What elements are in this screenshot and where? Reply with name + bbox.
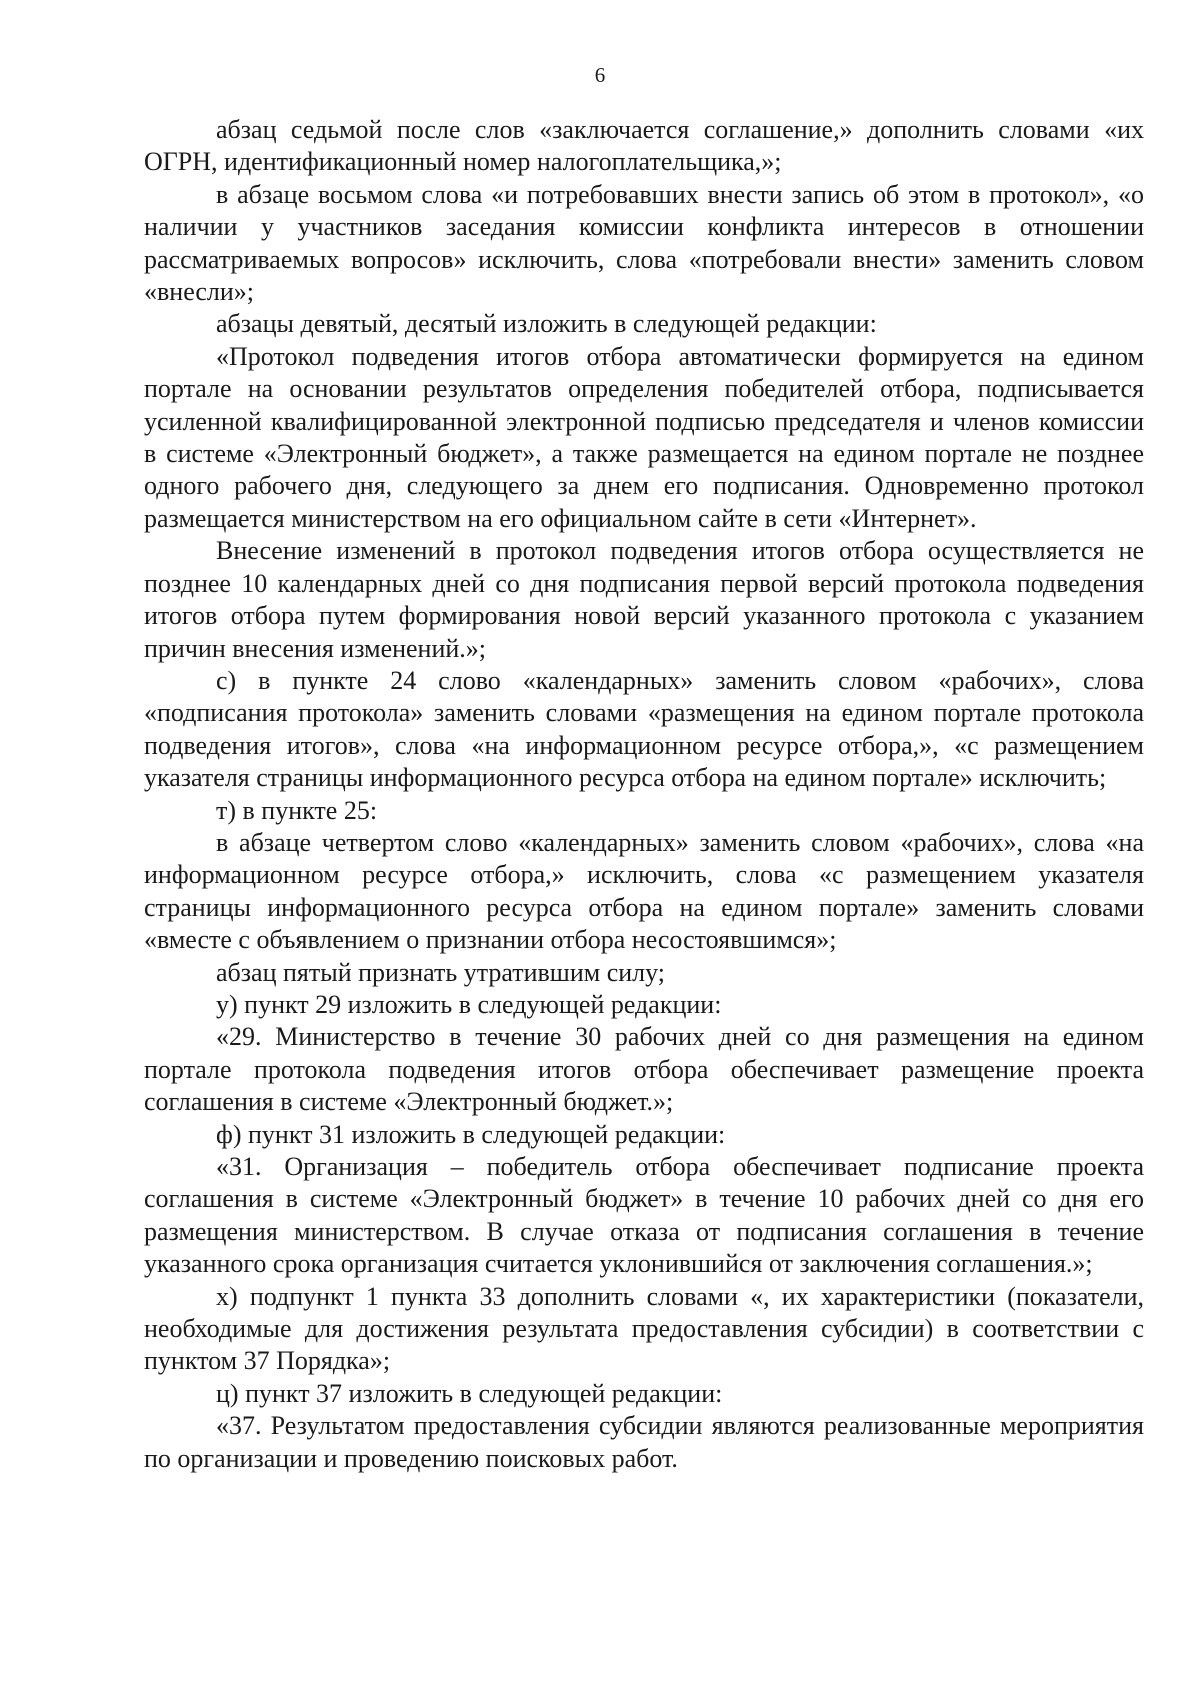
- paragraph: х) подпункт 1 пункта 33 дополнить словами «, их характеристики (показатели, необходимые для достижения результата предоставления субсидии) в соответствии с пунктом 37 Порядка»;: [144, 1281, 1144, 1376]
- document-body: [144, 114, 1144, 1475]
- paragraph: ф) пункт 31 изложить в следующей редакции:: [216, 1119, 726, 1149]
- paragraph: «37. Результатом предоставления субсидии являются реализованные мероприятия по организации и проведению поисковых работ.: [144, 1411, 1144, 1473]
- paragraph: абзацы девятый, десятый изложить в следующей редакции:: [216, 309, 877, 339]
- paragraph: абзац пятый признать утратившим силу;: [216, 957, 666, 987]
- paragraph: в абзаце восьмом слова «и потребовавших внести запись об этом в протокол», «о наличии у участников заседания комиссии конфликта интересов в отношении рассматриваемых вопросов» исключить, слова «потребовали внести» заменить словом «внесли»;: [144, 179, 1144, 307]
- paragraph: у) пункт 29 изложить в следующей редакции:: [216, 989, 722, 1019]
- page-number: 6: [594, 63, 606, 87]
- paragraph: абзац седьмой после слов «заключается соглашение,» дополнить словами «их ОГРН, идентификационный номер налогоплательщика,»;: [144, 115, 1144, 177]
- paragraph: «29. Министерство в течение 30 рабочих дней со дня размещения на едином портале протокола подведения итогов отбора обеспечивает размещение проекта соглашения в системе «Электронный бюджет.»;: [144, 1022, 1144, 1117]
- paragraph: т) в пункте 25:: [216, 795, 378, 825]
- paragraph: «Протокол подведения итогов отбора автоматически формируется на едином портале на основании результатов определения победителей отбора, подписывается усиленной квалифицированной электронной подписью председателя и членов комиссии в системе «Электронный бюджет», а также размещается на едином портале не позднее одного рабочего дня, следующего за днем его подписания. Одновременно протокол размещается министерством на его официальном сайте в сети «Интернет».: [144, 341, 1144, 533]
- paragraph: ц) пункт 37 изложить в следующей редакции:: [216, 1378, 723, 1408]
- paragraph: в абзаце четвертом слово «календарных» заменить словом «рабочих», слова «на информационном ресурсе отбора,» исключить, слова «с размещением указателя страницы информационного ресурса отбора на едином портале» заменить словами «вместе с объявлением о признании отбора несостоявшимся»;: [144, 827, 1144, 955]
- paragraph: «31. Организация – победитель отбора обеспечивает подписание проекта соглашения в системе «Электронный бюджет» в течение 10 рабочих дней со дня его размещения министерством. В случае отказа от подписания соглашения в течение указанного срока организация считается уклонившийся от заключения соглашения.»;: [144, 1152, 1144, 1279]
- paragraph: с) в пункте 24 слово «календарных» заменить словом «рабочих», слова «подписания протокола» заменить словами «размещения на едином портале протокола подведения итогов», слова «на информационном ресурсе отбора,», «с размещением указателя страницы информационного ресурса отбора на едином портале» исключить;: [144, 665, 1144, 793]
- paragraph: Внесение изменений в протокол подведения итогов отбора осуществляется не позднее 10 календарных дней со дня подписания первой версий протокола подведения итогов отбора путем формирования новой версий указанного протокола с указанием причин внесения изменений.»;: [144, 536, 1144, 663]
